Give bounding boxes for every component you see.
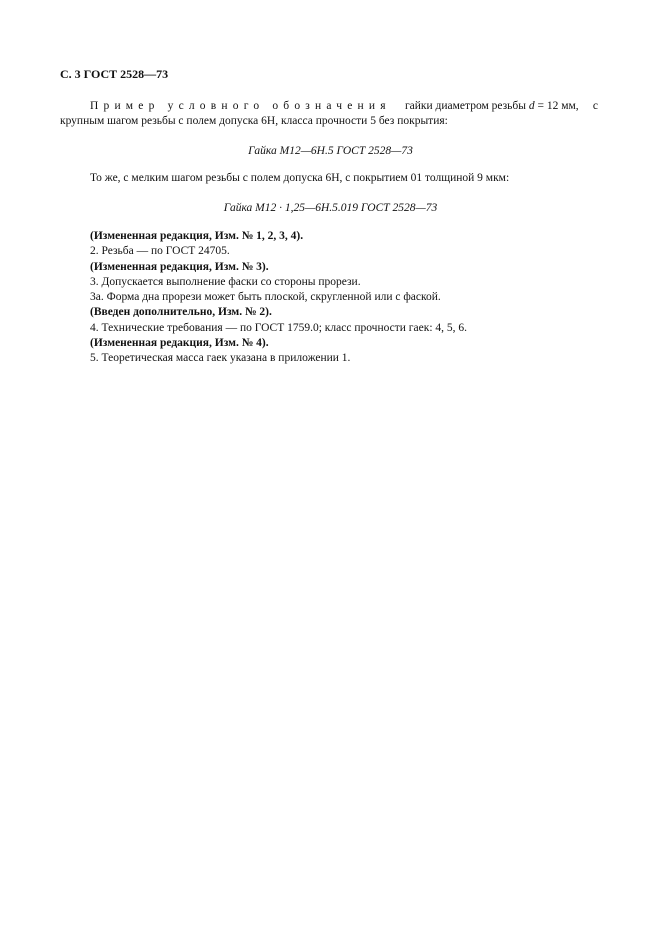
- designation-formula-1: Гайка М12—6Н.5 ГОСТ 2528—73: [248, 145, 413, 157]
- example-paragraph-line2: крупным шагом резьбы с полем допуска 6Н, класса прочности 5 без покрытия:: [60, 115, 448, 127]
- clause-item: (Измененная редакция, Изм. № 4).: [90, 337, 269, 350]
- clause-item: 4. Технические требования — по ГОСТ 1759.0; класс прочности гаек: 4, 5, 6.: [90, 321, 468, 334]
- diameter-variable: d: [528, 100, 535, 112]
- fine-thread-paragraph: То же, с мелким шагом резьбы с полем допуска 6Н, с покрытием 01 толщиной 9 мкм:: [90, 172, 510, 184]
- example-text-part: гайки диаметром резьбы: [404, 100, 526, 112]
- clause-item: 3а. Форма дна прорези может быть плоской, скругленной или с фаской.: [90, 291, 441, 304]
- diameter-value: = 12 мм,: [534, 100, 579, 112]
- clause-item: (Измененная редакция, Изм. № 1, 2, 3, 4).: [90, 230, 304, 242]
- example-spaced-heading: Пример условного обозначения: [90, 100, 391, 112]
- clause-item: 2. Резьба — по ГОСТ 24705.: [90, 245, 230, 258]
- clause-item: (Введен дополнительно, Изм. № 2).: [90, 306, 272, 319]
- clause-item: 3. Допускается выполнение фаски со стороны прорези.: [90, 275, 361, 288]
- clause-item: 5. Теоретическая масса гаек указана в приложении 1.: [90, 352, 351, 365]
- page-header: С. 3 ГОСТ 2528—73: [60, 67, 169, 81]
- example-paragraph-line1: [90, 99, 598, 113]
- designation-formula-2: Гайка М12 · 1,25—6Н.5.019 ГОСТ 2528—73: [223, 202, 438, 214]
- example-text-segment: [405, 99, 579, 113]
- clauses-list: [90, 229, 467, 367]
- example-text-end: с: [592, 100, 598, 112]
- clause-item: (Измененная редакция, Изм. № 3).: [90, 260, 269, 273]
